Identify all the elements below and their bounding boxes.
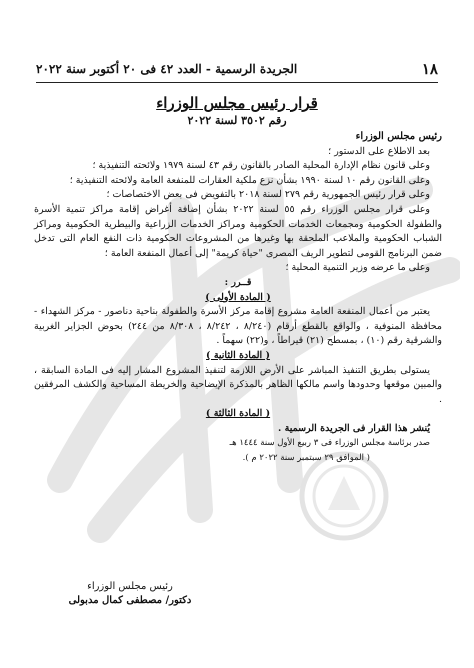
header-divider bbox=[36, 82, 438, 83]
article-heading: ( المادة الأولى ) bbox=[205, 291, 271, 303]
decides-heading: قــرر : bbox=[224, 276, 252, 288]
decree-body bbox=[34, 130, 442, 600]
page-header bbox=[36, 58, 438, 80]
article-text: يعتبر من أعمال المنفعة العامة مشروع إقامة مركز الأسرة والطفولة بناحية دناصور - مركز الشهداء - محافظة المنوفية ، والواقع بالقطع أرقام (٨/٢٤٠ ، ٨/٢٤٢ ، ٨/٣٠٨ من ٢٤٤) بحوض الجزاير الغربية والشرقية رقم (١٠) ، بمسطح (٢١) قيراطاً ، و(٢٢) سهماً . bbox=[34, 306, 442, 347]
article-text: يُنشر هذا القرار فى الجريدة الرسمية . bbox=[278, 422, 430, 434]
article-heading: ( المادة الثانية ) bbox=[206, 349, 270, 361]
issuer-line: رئيس مجلس الوزراء bbox=[355, 131, 442, 142]
issued-date-line: ( الموافق ٢٩ سبتمبر سنة ٢٠٢٢ م ). bbox=[242, 453, 370, 464]
preamble-line: وعلى قرار رئيس الجمهورية رقم ٢٧٩ لسنة ٢٠١٨ بالتفويض فى بعض الاختصاصات ؛ bbox=[106, 189, 430, 201]
preamble-line: وعلى قرار مجلس الوزراء رقم ٥٥ لسنة ٢٠٢٢ بشأن إضافة أغراض إقامة مراكز تنمية الأسرة والطفولة الحكومية ومجمعات الخدمات الحكومية ومراكز الخدمات الزراعية والبيطرية الحكومية ومراكز الشباب الحكومية والملاعب الملحقة بها وغيرها من المشروعات الحكومية ذات النفع العام التى تدخل ضمن البرنامج القومى لتطوير الريف المصرى "حياة كريمة" إلى أعمال المنفعة العامة ؛ bbox=[34, 203, 442, 259]
preamble-line: وعلى القانون رقم ١٠ لسنة ١٩٩٠ بشأن نزع ملكية العقارات للمنفعة العامة ولائحته التنفيذية ؛ bbox=[69, 174, 430, 186]
preamble-line: وعلى ما عرضه وزير التنمية المحلية ؛ bbox=[285, 262, 430, 274]
page-number: ١٨ bbox=[421, 60, 438, 78]
publication-line: الجريدة الرسمية - العدد ٤٢ فى ٢٠ أكتوبر سنة ٢٠٢٢ bbox=[36, 62, 298, 76]
article-heading: ( المادة الثالثة ) bbox=[205, 408, 271, 420]
signature-name: دكتور/ مصطفى كمال مدبولى bbox=[68, 595, 192, 606]
issued-line: صدر برئاسة مجلس الوزراء فى ٣ ربيع الأول سنة ١٤٤٤ هـ bbox=[229, 438, 430, 449]
signature-block bbox=[60, 580, 200, 608]
decree-number: رقم ٣٥٠٢ لسنة ٢٠٢٢ bbox=[187, 114, 287, 127]
decree-title: قرار رئيس مجلس الوزراء bbox=[156, 94, 318, 112]
signature-role: رئيس مجلس الوزراء bbox=[87, 581, 173, 592]
preamble-line: بعد الاطلاع على الدستور ؛ bbox=[328, 145, 430, 157]
article-text: يستولى بطريق التنفيذ المباشر على الأرض اللازمة لتنفيذ المشروع المشار إليه فى المادة السابقة ، والمبين موقعها وحدودها واسم مالكها الظاهر بالمذكرة الإيضاحية والخريطة المساحية والكشف المرفقين . bbox=[34, 364, 442, 405]
preamble-line: وعلى قانون نظام الإدارة المحلية الصادر بالقانون رقم ٤٣ لسنة ١٩٧٩ ولائحته التنفيذية ؛ bbox=[92, 160, 430, 172]
